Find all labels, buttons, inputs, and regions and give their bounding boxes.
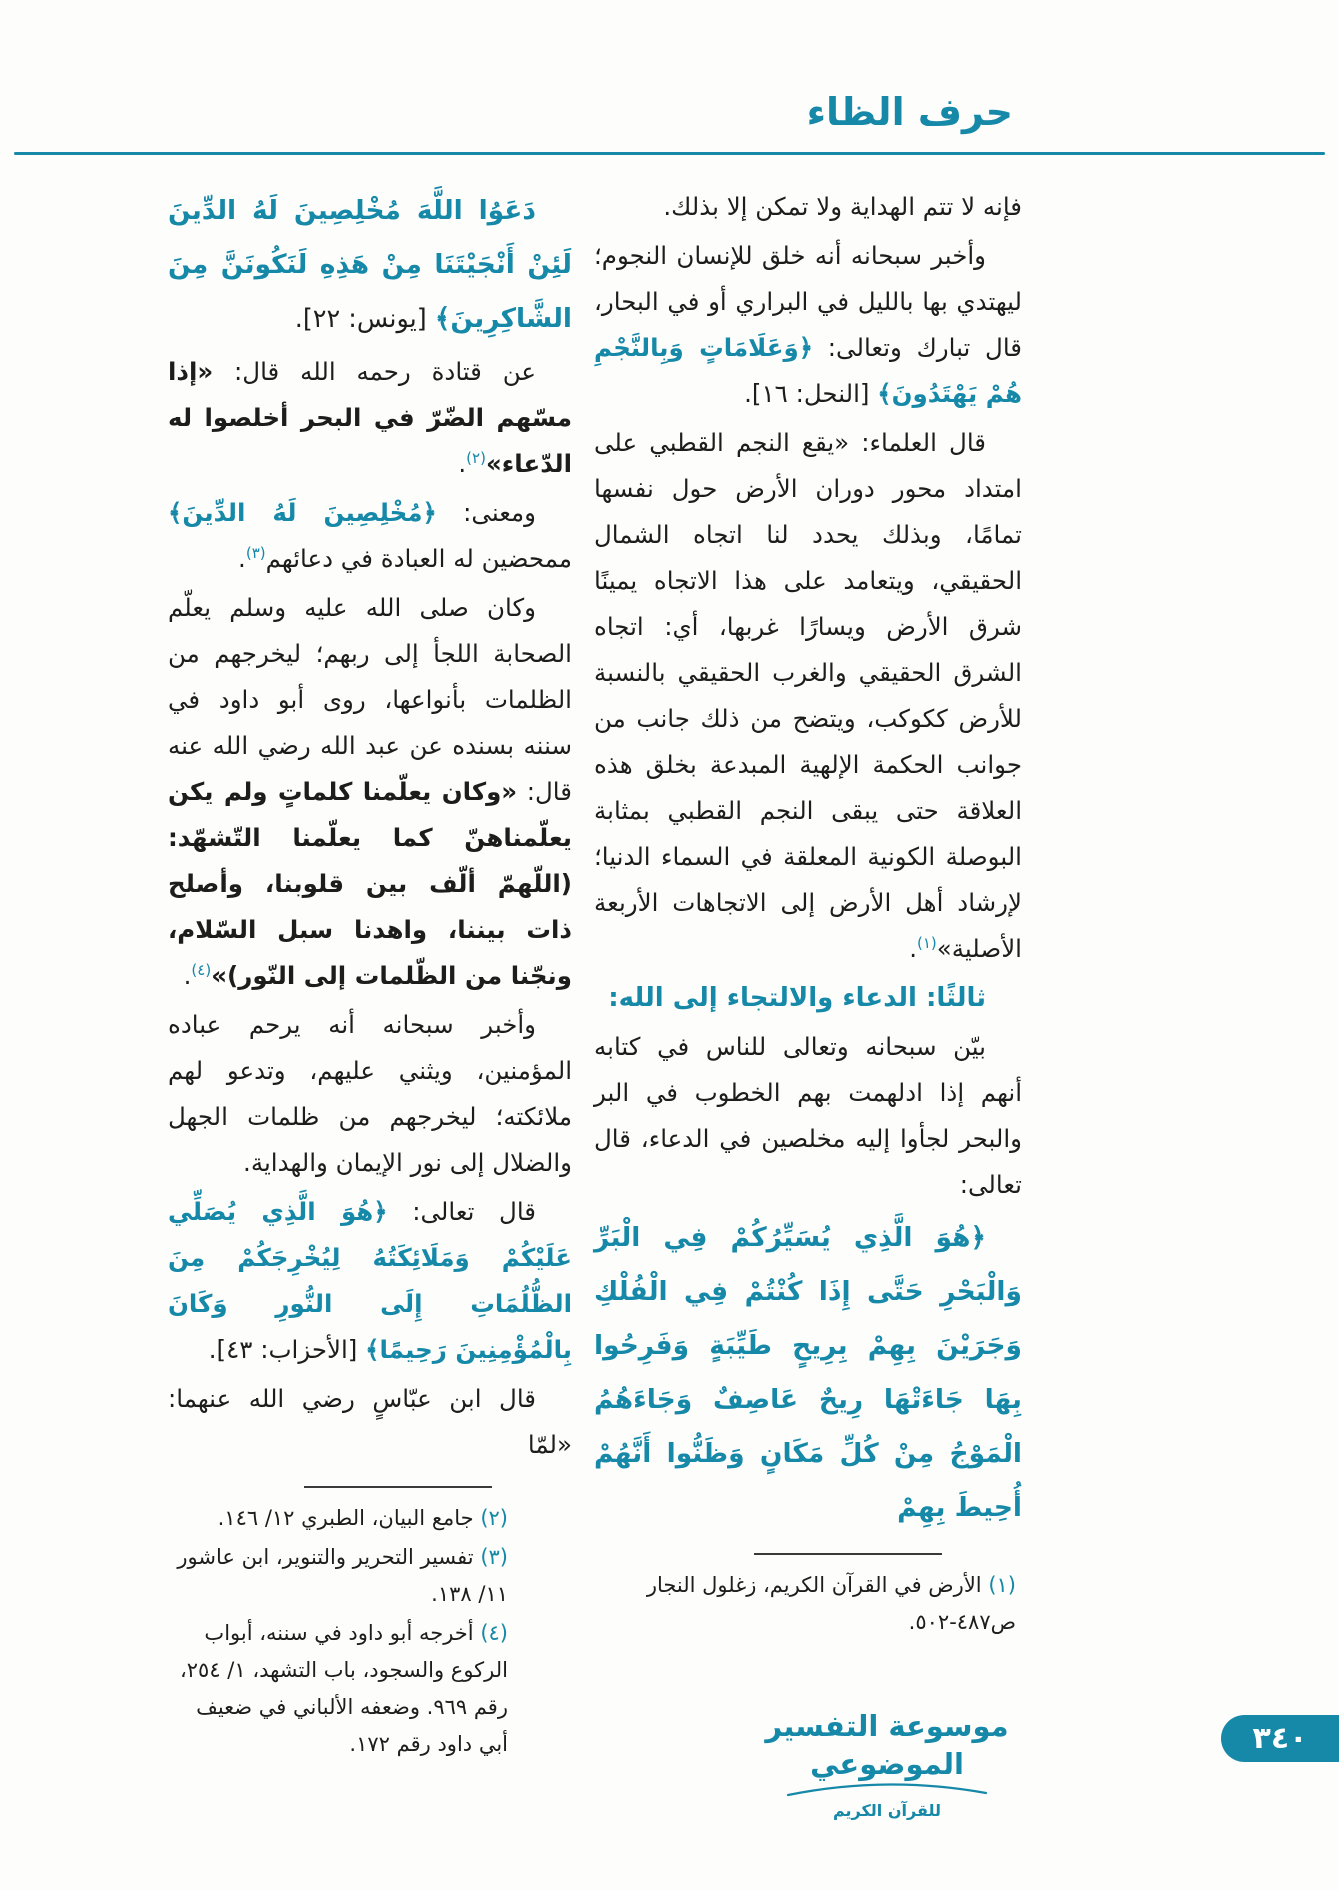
- quran-verse: ﴿هُوَ الَّذِي يُسَيِّرُكُمْ فِي الْبَرِّ وَالْبَحْرِ حَتَّى إِذَا كُنْتُمْ فِي الْفُلْكِ وَجَرَيْنَ بِهِمْ بِرِيحٍ طَيِّبَةٍ وَفَرِحُوا بِهَا جَاءَتْهَا رِيحٌ عَاصِفٌ وَجَاءَهُمُ الْمَوْجُ مِنْ كُلِّ مَكَانٍ وَظَنُّوا أَنَّهُمْ أُحِيطَ بِهِمْ: [594, 1222, 1022, 1523]
- logo-flourish: [782, 1783, 992, 1799]
- footnote-number: (٣): [480, 1545, 508, 1569]
- quoted-text: «إذا مسّهم الضّرّ في البحر أخلصوا له الدّعاء»: [168, 357, 572, 478]
- verse-reference: [النحل: ١٦].: [744, 379, 878, 408]
- paragraph: [168, 1189, 572, 1373]
- footnote-text: جامع البيان، الطبري ١٢/ ١٤٦.: [217, 1506, 481, 1530]
- body-text: عن قتادة رحمه الله قال:: [213, 357, 536, 386]
- footnote-number: (٤): [480, 1621, 508, 1645]
- verse-reference: [الأحزاب: ٤٣].: [208, 1335, 366, 1364]
- footnote-ref-marker: (١): [917, 933, 937, 952]
- column-right: [594, 184, 1022, 1643]
- footnote-ref-marker: (٣): [245, 543, 266, 562]
- hadith-text: «وكان يعلّمنا كلماتٍ ولم يكن يعلّمناهنّ كما يعلّمنا التّشهّد: (اللّهمّ ألّف بين قلوبنا، وأصلح ذات بيننا، واهدنا سبل السّلام، ونجّنا من الظّلمات إلى النّور)»: [168, 777, 572, 990]
- body-text: ومعنى:: [436, 498, 536, 527]
- quran-verse: دَعَوُا اللَّهَ مُخْلِصِينَ لَهُ الدِّينَ لَئِنْ أَنْجَيْتَنَا مِنْ هَذِهِ لَنَكُونَنَّ مِنَ الشَّاكِرِينَ﴾: [168, 195, 572, 334]
- paragraph: [594, 1024, 1022, 1208]
- footnote-separator: [754, 1553, 942, 1555]
- body-text: وأخبر سبحانه أنه يرحم عباده المؤمنين، ويثني عليهم، وتدعو لهم ملائكته؛ ليخرجهم من ظلمات الجهل والضلال إلى نور الإيمان والهداية.: [168, 1010, 572, 1177]
- body-text: .: [458, 449, 467, 478]
- footnote: [596, 1567, 1016, 1641]
- quran-verse: ﴿مُخْلِصِينَ لَهُ الدِّينَ﴾: [168, 498, 437, 527]
- paragraph: [594, 420, 1022, 972]
- quran-verse: ﴿هُوَ الَّذِي يُصَلِّي عَلَيْكُمْ وَمَلَائِكَتُهُ لِيُخْرِجَكُمْ مِنَ الظُّلُمَاتِ إِلَى النُّورِ وَكَانَ بِالْمُؤْمِنِينَ رَحِيمًا﴾: [168, 1197, 572, 1364]
- footnote-text: أخرجه أبو داود في سننه، أبواب الركوع والسجود، باب التشهد، ١/ ٢٥٤، رقم ٩٦٩. وضعفه الألباني في ضعيف أبي داود رقم ١٧٢.: [179, 1621, 508, 1756]
- footnote: [174, 1539, 508, 1613]
- page-number: ٣٤٠: [1252, 1721, 1308, 1756]
- quran-verse-block: [168, 184, 572, 346]
- footnote: [174, 1500, 508, 1537]
- body-text: ممحضين له العبادة في دعائهم: [265, 544, 572, 573]
- book-logo-subtitle: للقرآن الكريم: [832, 1801, 942, 1820]
- body-text: وأخبر سبحانه أنه خلق للإنسان النجوم؛ ليهتدي بها بالليل في البراري أو في البحار، قال تبارك وتعالى:: [594, 241, 1022, 362]
- body-text: .: [183, 961, 192, 990]
- column-left: [168, 184, 572, 1765]
- verse-reference: [يونس: ٢٢].: [294, 304, 435, 334]
- quran-verse-block: [594, 1211, 1022, 1535]
- footnote-ref-marker: (٤): [191, 960, 212, 979]
- footnote-number: (٢): [480, 1506, 508, 1530]
- footnote: [174, 1615, 508, 1763]
- footnotes-right: [594, 1567, 1022, 1641]
- body-text: قال تعالى:: [387, 1197, 536, 1226]
- page-content: [168, 184, 1022, 1765]
- body-text: .: [909, 934, 917, 963]
- body-text: بيّن سبحانه وتعالى للناس في كتابه أنهم إذا ادلهمت بهم الخطوب في البر والبحر لجأوا إليه مخلصين في الدعاء، قال تعالى:: [594, 1032, 1022, 1199]
- header-rule: [14, 152, 1325, 155]
- paragraph: [594, 184, 1022, 230]
- body-text: فإنه لا تتم الهداية ولا تمكن إلا بذلك.: [663, 192, 1022, 221]
- footnote-separator: [304, 1486, 492, 1488]
- footnote-text: الأرض في القرآن الكريم، زغلول النجار ص٤٨٧-٥٠٢.: [646, 1573, 1016, 1634]
- paragraph: [168, 1376, 572, 1468]
- paragraph: [168, 349, 572, 487]
- body-text: قال ابن عبّاسٍ رضي الله عنهما: «لمّا: [168, 1384, 572, 1459]
- body-text: وكان صلى الله عليه وسلم يعلّم الصحابة اللجأ إلى ربهم؛ ليخرجهم من الظلمات بأنواعها، روى أبو داود في سننه بسنده عن عبد الله رضي الله عنه قال:: [168, 593, 572, 806]
- section-heading: ثالثًا: الدعاء والالتجاء إلى الله:: [608, 983, 986, 1013]
- body-text: .: [238, 544, 246, 573]
- paragraph: [168, 585, 572, 999]
- paragraph: [168, 490, 572, 582]
- footnote-ref-marker: (٢): [466, 448, 486, 467]
- footnote-text: تفسير التحرير والتنوير، ابن عاشور ١١/ ١٣٨.: [177, 1545, 508, 1606]
- page-number-badge: [1221, 1715, 1339, 1762]
- paragraph: [168, 1002, 572, 1186]
- book-logo-title: موسوعة التفسير الموضوعي: [765, 1709, 1009, 1781]
- footnote-number: (١): [988, 1573, 1016, 1597]
- footnotes-left: [168, 1500, 572, 1763]
- body-text: قال العلماء: «يقع النجم القطبي على امتداد محور دوران الأرض حول نفسها تمامًا، وبذلك يحدد لنا اتجاه الشمال الحقيقي، ويتعامد على هذا الاتجاه يمينًا شرق الأرض ويسارًا غربها، أي: اتجاه الشرق الحقيقي والغرب الحقيقي بالنسبة للأرض ككوكب، ويتضح من ذلك جانب من جوانب الحكمة الإلهية المبدعة بخلق هذه العلاقة حتى يبقى النجم القطبي بمثابة البوصلة الكونية المعلقة في السماء الدنيا؛ لإرشاد أهل الأرض إلى الاتجاهات الأربعة الأصلية»: [594, 428, 1022, 963]
- paragraph: [594, 233, 1022, 417]
- quran-verse: ﴿وَعَلَامَاتٍ وَبِالنَّجْمِ هُمْ يَهْتَدُونَ﴾: [594, 333, 1022, 408]
- book-logo: [742, 1707, 1032, 1820]
- page-header-title: حرف الظاء: [806, 90, 1013, 134]
